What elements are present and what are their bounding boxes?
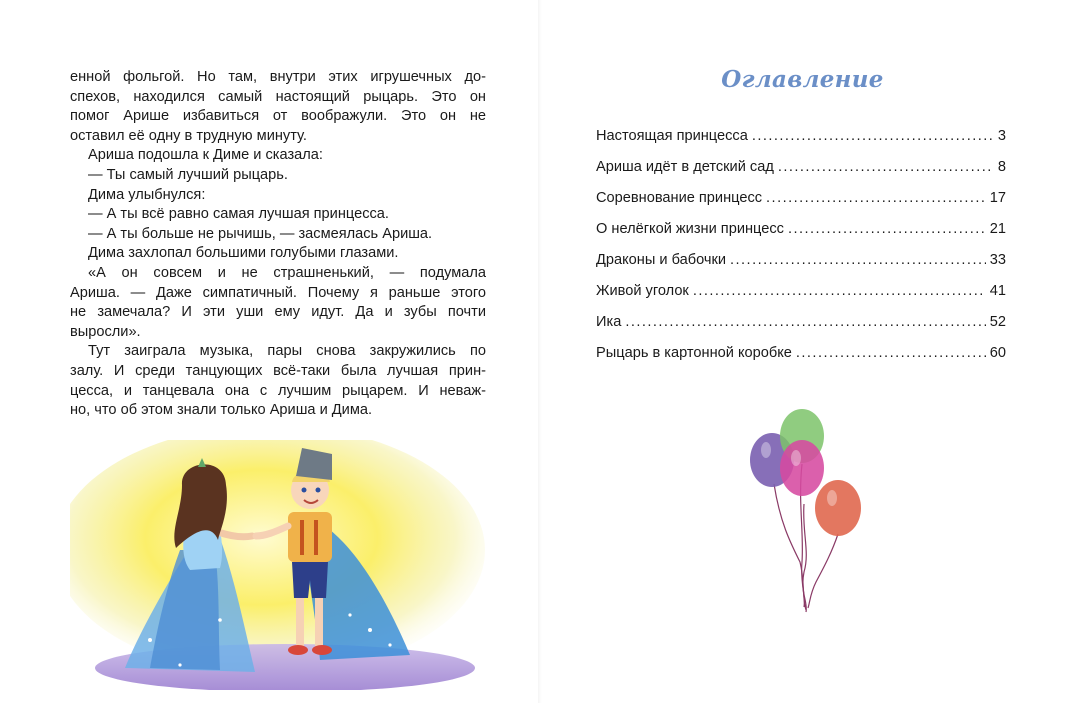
toc-entry-page: 8 bbox=[997, 159, 1006, 175]
toc-entry-title: Настоящая принцесса bbox=[596, 128, 748, 144]
story-line: Дима улыбнулся: bbox=[88, 186, 206, 203]
toc-entry-title: Драконы и бабочки bbox=[596, 252, 727, 268]
toc-entry bbox=[596, 128, 1006, 159]
story-line: Тут заиграла музыка, пары снова закружились по bbox=[88, 343, 486, 360]
toc-entry-page: 17 bbox=[989, 190, 1006, 206]
table-of-contents bbox=[596, 128, 1006, 376]
toc-entry-title: Рыцарь в картонной коробке bbox=[596, 345, 792, 361]
toc-entry-title: О нелёгкой жизни принцесс bbox=[596, 221, 784, 237]
story-line: Ариша подошла к Диме и сказала: bbox=[88, 147, 323, 164]
dancing-children-illustration bbox=[70, 440, 490, 690]
toc-entry bbox=[596, 159, 1006, 190]
toc-entry bbox=[596, 283, 1006, 314]
balloons-illustration bbox=[740, 402, 870, 622]
toc-entry-title: Ариша идёт в детский сад bbox=[596, 159, 774, 175]
toc-leader bbox=[766, 190, 986, 206]
story-line: выросли». bbox=[70, 323, 141, 340]
balloon-red bbox=[815, 480, 861, 536]
story-line: — А ты больше не рычишь, — засмеялась Ариша. bbox=[88, 225, 433, 242]
toc-entry bbox=[596, 314, 1006, 345]
balloon-pink bbox=[780, 440, 824, 496]
toc-entry bbox=[596, 190, 1006, 221]
toc-entry-page: 21 bbox=[989, 221, 1006, 237]
toc-leader bbox=[625, 314, 985, 330]
page-gutter bbox=[538, 0, 542, 703]
story-line: — А ты всё равно самая лучшая принцесса. bbox=[88, 206, 389, 223]
story-line: залу. И среди танцующих всё-таки была лучшая прин- bbox=[70, 362, 486, 379]
story-line: цесса, и танцевала она с лучшим рыцарем. И неваж- bbox=[70, 382, 486, 399]
toc-entry-title: Соревнование принцесс bbox=[596, 190, 763, 206]
story-line: помог Арише избавиться от воображули. Это он не bbox=[70, 108, 486, 125]
story-line: но, что об этом знали только Ариша и Дима. bbox=[70, 402, 373, 419]
toc-leader bbox=[788, 221, 986, 237]
toc-leader bbox=[693, 283, 986, 299]
toc-title: Оглавление bbox=[721, 66, 884, 93]
toc-entry-title: Живой уголок bbox=[596, 283, 689, 299]
toc-leader bbox=[778, 159, 994, 175]
story-line: «А он совсем и не страшненький, — подумала bbox=[88, 264, 486, 281]
toc-leader bbox=[730, 252, 986, 268]
toc-entry-page: 41 bbox=[989, 283, 1006, 299]
story-text bbox=[70, 68, 486, 421]
story-line: енной фольгой. Но там, внутри этих игрушечных до- bbox=[70, 69, 486, 85]
toc-entry-page: 52 bbox=[989, 314, 1006, 330]
toc-entry-page: 60 bbox=[989, 345, 1006, 361]
toc-leader bbox=[796, 345, 986, 361]
story-line: Дима захлопал большими голубыми глазами. bbox=[88, 245, 399, 262]
toc-entry-page: 33 bbox=[989, 252, 1006, 268]
toc-entry bbox=[596, 252, 1006, 283]
story-line: — Ты самый лучший рыцарь. bbox=[88, 166, 288, 183]
toc-entry-title: Ика bbox=[596, 314, 622, 330]
toc-leader bbox=[752, 128, 994, 144]
story-line: не замечала? И эти уши ему идут. Да и зубы почти bbox=[70, 304, 486, 321]
toc-entry bbox=[596, 345, 1006, 376]
toc-entry bbox=[596, 221, 1006, 252]
story-line: Ариша. — Даже симпатичный. Почему я раньше этого bbox=[70, 284, 486, 301]
light-glow bbox=[70, 440, 485, 675]
toc-entry-page: 3 bbox=[997, 128, 1006, 144]
story-line: оставил её одну в трудную минуту. bbox=[70, 127, 307, 144]
story-line: спехов, находился самый настоящий рыцарь. Это он bbox=[70, 88, 486, 105]
